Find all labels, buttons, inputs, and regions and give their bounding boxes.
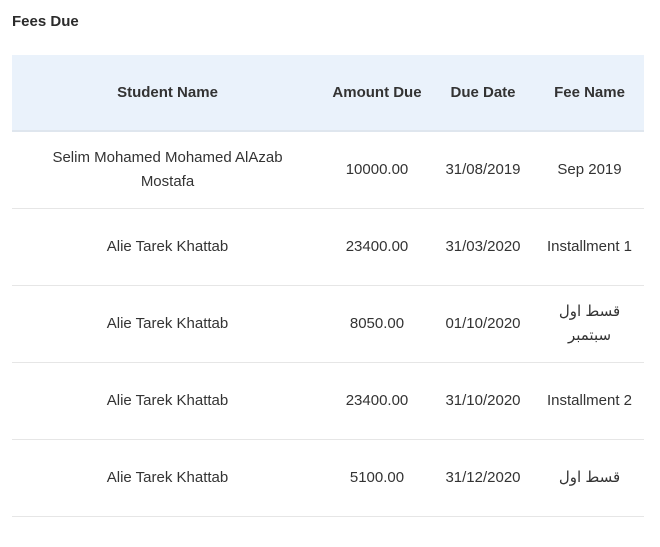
header-due-date[interactable]: Due Date <box>431 55 535 131</box>
amount-due-cell: 23400.00 <box>323 362 431 439</box>
due-date-cell: 31/03/2020 <box>431 208 535 285</box>
amount-due-cell: 8050.00 <box>323 285 431 362</box>
table-row <box>12 131 644 208</box>
amount-due-cell: 23400.00 <box>323 208 431 285</box>
fee-name-cell: قسط اول سبتمبر <box>535 285 644 362</box>
student-name-cell: Alie Tarek Khattab <box>12 208 323 285</box>
due-date-cell: 31/12/2020 <box>431 439 535 516</box>
header-amount-due[interactable]: Amount Due <box>323 55 431 131</box>
student-name-cell: Alie Tarek Khattab <box>12 362 323 439</box>
table-header <box>12 55 644 131</box>
table-row <box>12 362 644 439</box>
header-student-name[interactable]: Student Name <box>12 55 323 131</box>
amount-due-cell: 10000.00 <box>323 131 431 208</box>
header-fee-name[interactable]: Fee Name <box>535 55 644 131</box>
fee-name-cell: Installment 1 <box>535 208 644 285</box>
header-row <box>12 55 644 131</box>
due-date-cell: 31/10/2020 <box>431 362 535 439</box>
fee-name-cell: Sep 2019 <box>535 131 644 208</box>
amount-due-cell: 5100.00 <box>323 439 431 516</box>
table-row <box>12 285 644 362</box>
table-row <box>12 208 644 285</box>
fees-due-table <box>12 55 644 517</box>
student-name-cell: Alie Tarek Khattab <box>12 285 323 362</box>
table-body <box>12 131 644 516</box>
table-row <box>12 439 644 516</box>
fee-name-cell: Installment 2 <box>535 362 644 439</box>
page-title: Fees Due <box>12 13 79 30</box>
student-name-cell: Alie Tarek Khattab <box>12 439 323 516</box>
due-date-cell: 01/10/2020 <box>431 285 535 362</box>
due-date-cell: 31/08/2019 <box>431 131 535 208</box>
fee-name-cell: قسط اول <box>535 439 644 516</box>
student-name-cell: Selim Mohamed Mohamed AlAzab Mostafa <box>12 131 323 208</box>
